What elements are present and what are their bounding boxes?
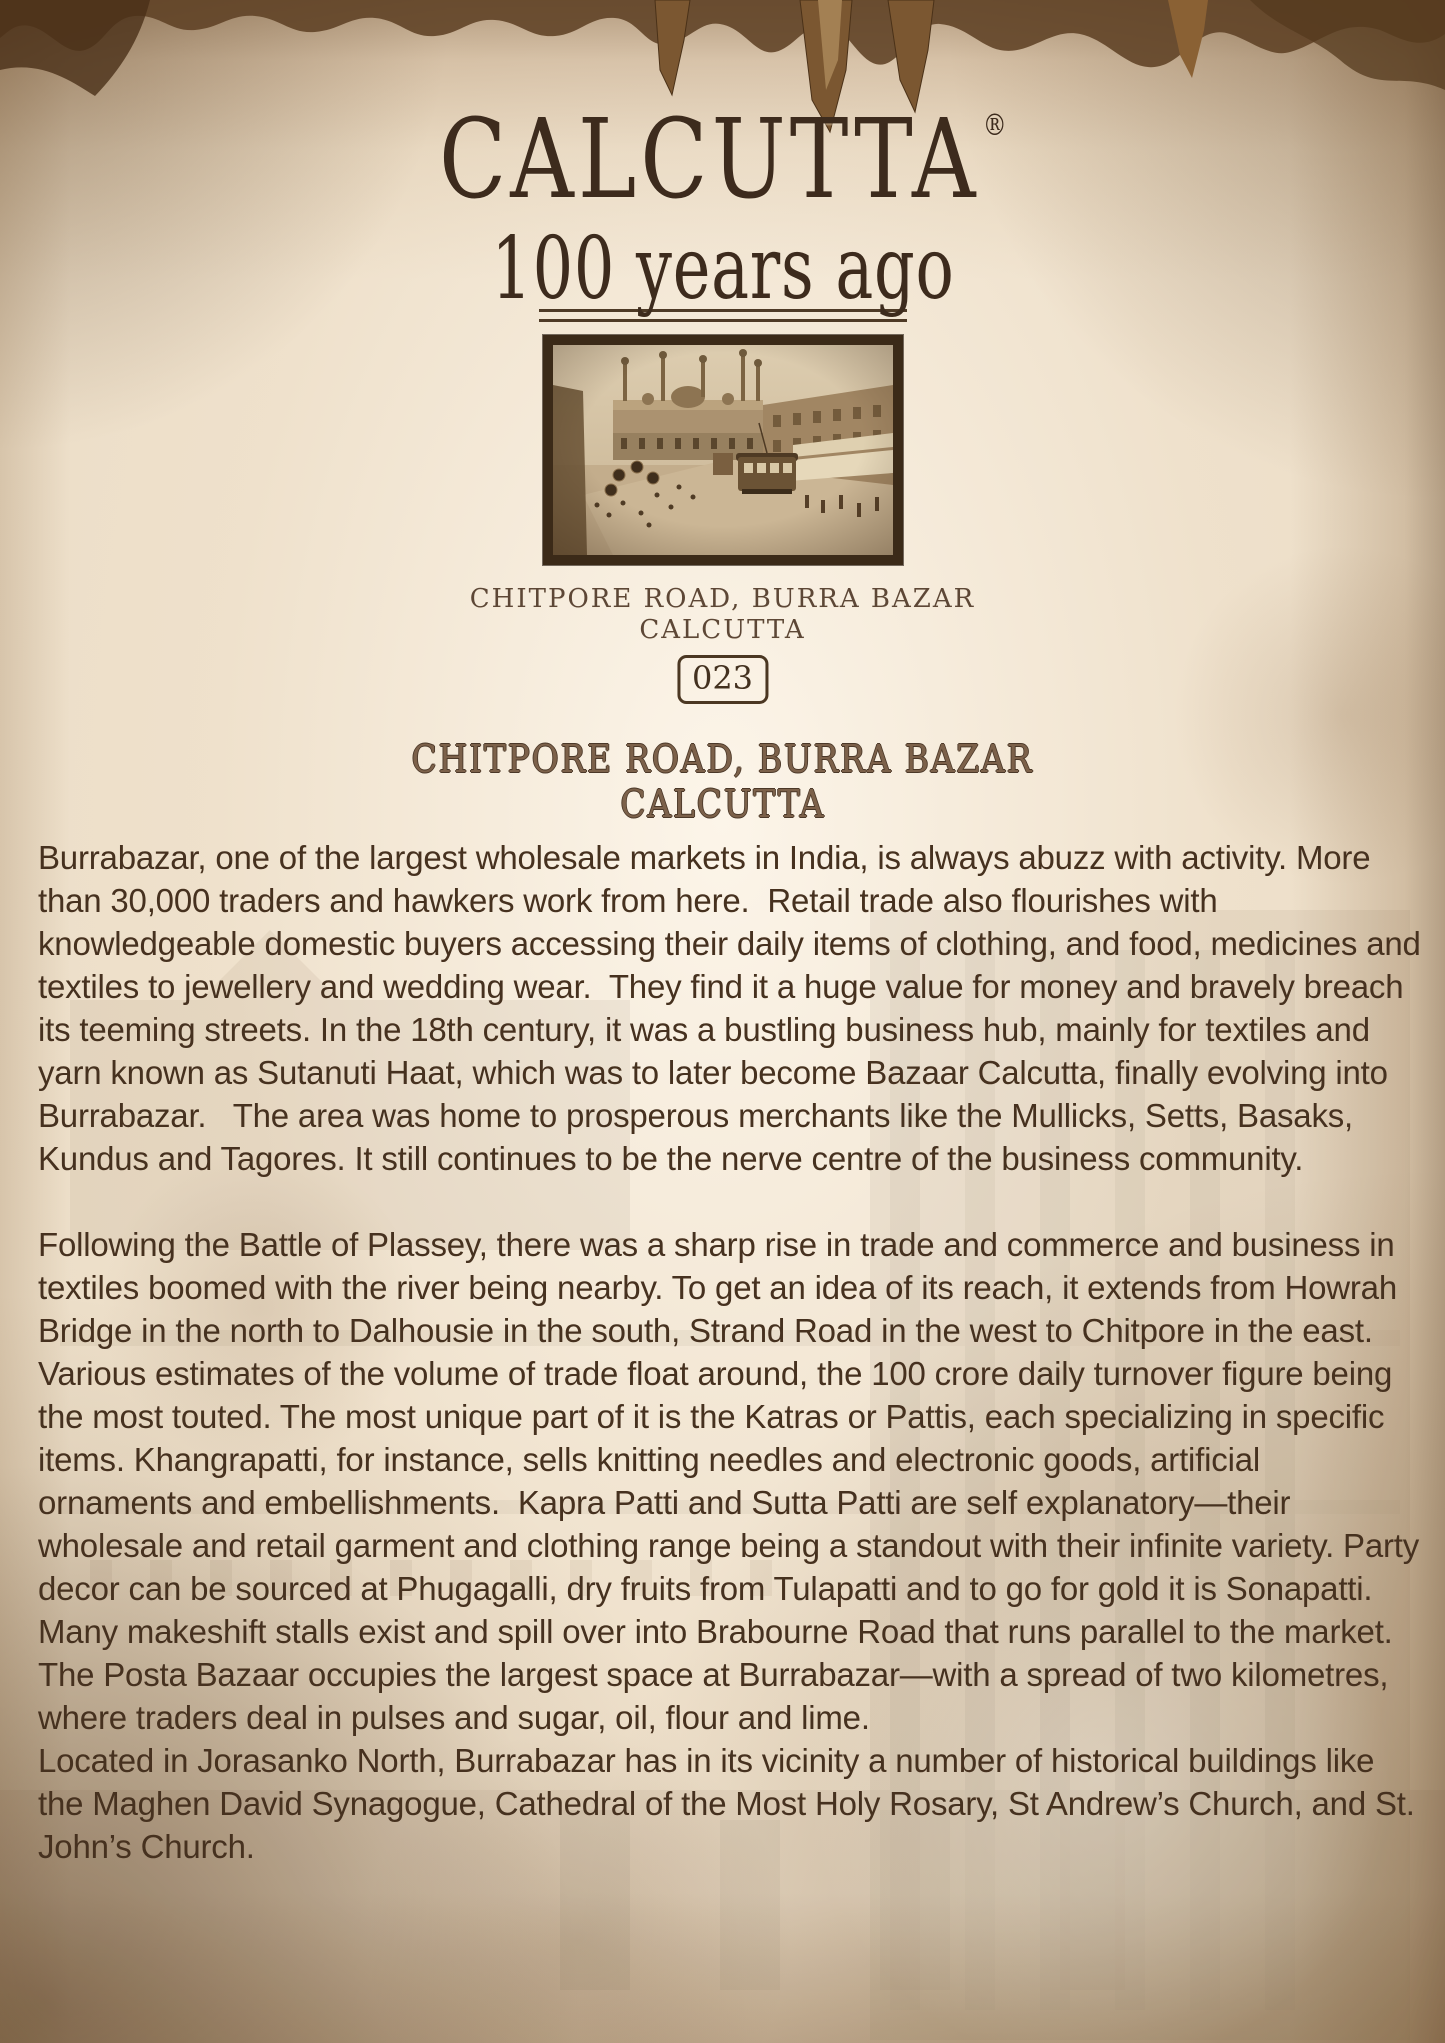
article-body	[38, 836, 1430, 1868]
photo-caption-line1: CHITPORE ROAD, BURRA BAZAR	[469, 584, 976, 614]
subtitle	[0, 219, 1445, 319]
article-paragraph: Located in Jorasanko North, Burrabazar has in its vicinity a number of historical buildings like the Maghen David Synagogue, Cathedral of the Most Holy Rosary, St Andrew’s Church, and St. John’s Church.	[38, 1742, 1424, 1865]
subtitle-text: 100 years ago	[490, 219, 955, 319]
brand-title-inner	[438, 95, 1007, 223]
heading-line1: CHITPORE ROAD, BURRA BAZAR	[411, 737, 1034, 781]
chitpore-road-photograph	[553, 345, 893, 555]
plate-number: 023	[691, 659, 754, 697]
subtitle-rule-bottom	[539, 319, 907, 322]
photo-caption-line2: CALCUTTA	[639, 615, 806, 645]
brand-title-text: CALCUTTA	[438, 95, 980, 223]
photo-caption	[0, 584, 1445, 646]
article-heading	[0, 737, 1445, 827]
plate-number-badge	[677, 655, 768, 704]
heading-line2: CALCUTTA	[620, 782, 825, 826]
article-paragraph: Following the Battle of Plassey, there was a sharp rise in trade and commerce and business in textiles boomed with the river being nearby. To get an idea of its reach, it extends from Howrah Bridge in the north to Dalhousie in the south, Strand Road in the west to Chitpore in the east. Various estimates of the volume of trade float around, the 100 crore daily turnover figure being the most touted. The most unique part of it is the Katras or Pattis, each specializing in specific items. Khangrapatti, for instance, sells knitting needles and electronic goods, artificial ornaments and embellishments. Kapra Patti and Sutta Patti are self explanatory—their wholesale and retail garment and clothing range being a standout with their infinite variety. Party decor can be sourced at Phugagalli, dry fruits from Tulapatti and to go for gold it is Sonapatti. Many makeshift stalls exist and spill over into Brabourne Road that runs parallel to the market.	[38, 1226, 1429, 1650]
article-paragraph: Burrabazar, one of the largest wholesale markets in India, is always abuzz with activity. More than 30,000 traders and hawkers work from here. Retail trade also flourishes with knowledgeable domestic buyers accessing their daily items of clothing, and food, medicines and textiles to jewellery and wedding wear. They find it a huge value for money and bravely breach its teeming streets. In the 18th century, it was a bustling business hub, mainly for textiles and yarn known as Sutanuti Haat, which was to later become Bazaar Calcutta, finally evolving into Burrabazar. The area was home to prosperous merchants like the Mullicks, Setts, Basaks, Kundus and Tagores. It still continues to be the nerve centre of the business community.	[38, 839, 1430, 1177]
registered-trademark: ®	[982, 108, 1007, 143]
photo-frame	[543, 335, 903, 565]
brand-title	[0, 95, 1445, 223]
article-paragraph: The Posta Bazaar occupies the largest space at Burrabazar—with a spread of two kilometres, where traders deal in pulses and sugar, oil, flour and lime.	[38, 1656, 1398, 1736]
